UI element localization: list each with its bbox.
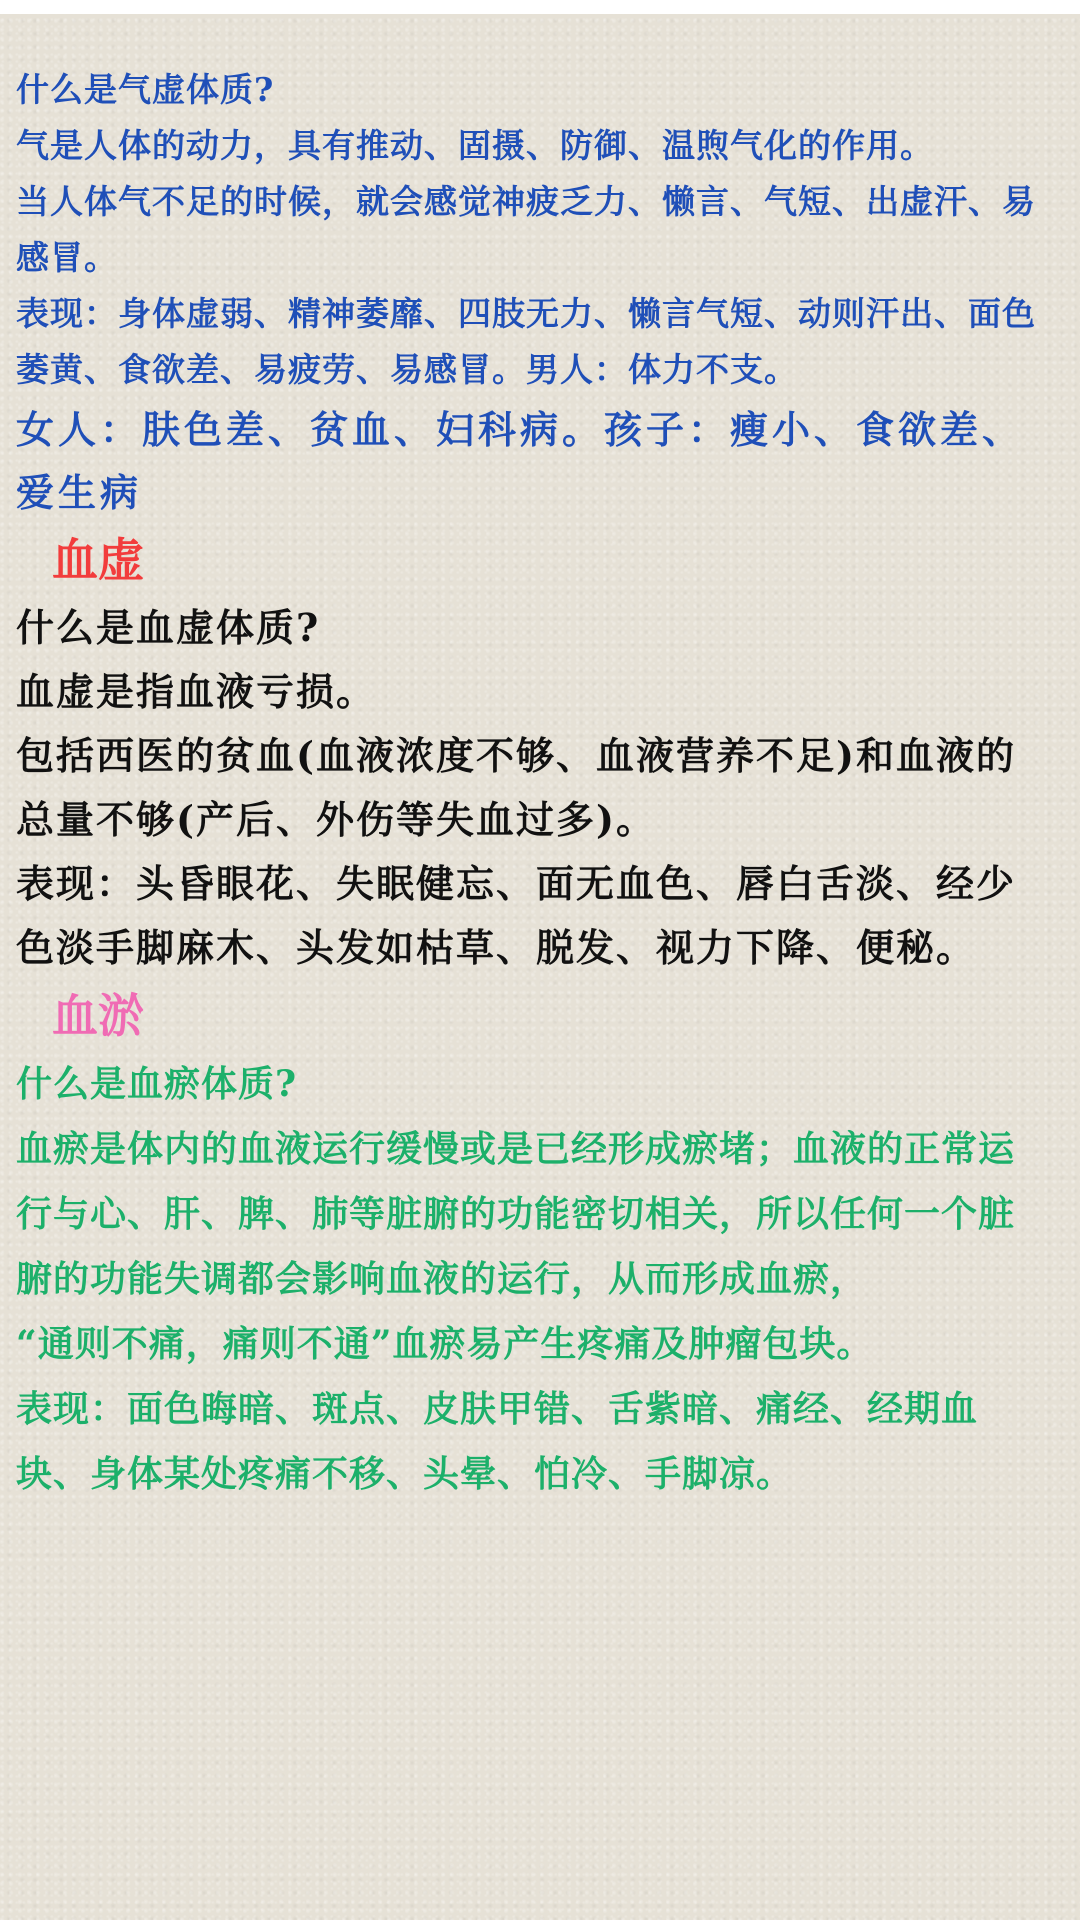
qixu-question: 什么是气虚体质? [16,70,275,109]
top-white-strip [0,0,1080,14]
xueyu-heading: 血淤 [52,989,144,1043]
qixu-definition: 气是人体的动力，具有推动、固摄、防御、温煦气化的作用。 [16,126,934,165]
qixu-symptom-intro: 当人体气不足的时候，就会感觉神疲乏力、懒言、气短、出虚汗、易感冒。 [16,182,1036,277]
xueyu-pain-saying: “通则不痛，痛则不通”血瘀易产生疼痛及肿瘤包块。 [16,1323,874,1365]
qixu-women-children: 女人：肤色差、贫血、妇科病。孩子：瘦小、食欲差、爱生病 [16,407,1025,515]
xueyu-definition: 血瘀是体内的血液运行缓慢或是已经形成瘀堵；血液的正常运行与心、肝、脾、肺等脏腑的功能密切相关，所以任何一个脏腑的功能失调都会影响血液的运行，从而形成血瘀， [16,1128,1016,1300]
xuexu-heading: 血虚 [52,533,144,587]
section-xueyu [16,1052,1044,1507]
xueyu-manifestations: 表现：面色晦暗、斑点、皮肤甲错、舌紫暗、痛经、经期血块、身体某处疼痛不移、头晕、怕冷、手脚凉。 [16,1388,979,1495]
section-xuexu [16,596,1044,980]
xuexu-definition: 血虚是指血液亏损。 [16,669,377,714]
xuexu-manifestations: 表现：头昏眼花、失眠健忘、面无血色、唇白舌淡、经少色淡手脚麻木、头发如枯草、脱发、视力下降、便秘。 [16,861,1017,970]
article-content [16,62,1044,1507]
xueyu-question: 什么是血瘀体质? [16,1063,298,1105]
section-qixu [16,62,1044,524]
xuexu-question: 什么是血虚体质? [16,605,321,650]
qixu-manifestations: 表现：身体虚弱、精神萎靡、四肢无力、懒言气短、动则汗出、面色萎黄、食欲差、易疲劳、易感冒。男人：体力不支。 [16,294,1036,389]
xuexu-explanation: 包括西医的贫血(血液浓度不够、血液营养不足)和血液的总量不够(产后、外伤等失血过多)。 [16,733,1016,842]
